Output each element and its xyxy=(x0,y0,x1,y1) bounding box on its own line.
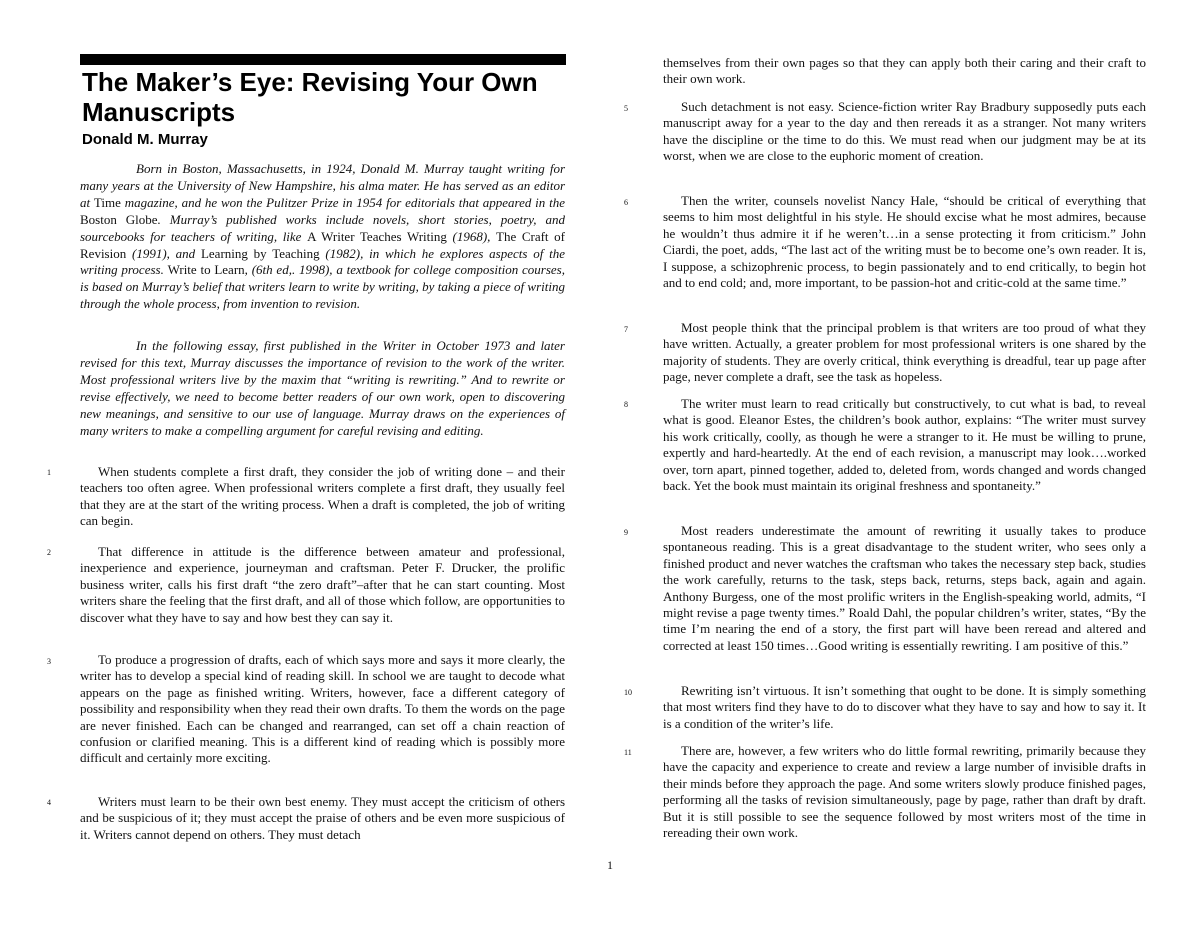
paragraph-number: 5 xyxy=(624,104,628,113)
body-paragraph-continued: themselves from their own pages so that they can apply both their caring and their craft to their own work. xyxy=(663,55,1146,87)
intro-text-segment: (1991), and xyxy=(126,245,201,261)
work-title: Write to Learn xyxy=(167,262,245,278)
intro-paragraph-bio xyxy=(80,161,565,313)
body-paragraph: To produce a progression of drafts, each of which says more and says it more clearly, the writer has to develop a special kind of reading skill. In school we are taught to decode what appears on the page as finished writing. Writers, however, face a different category of possibility and responsibility when they read their own drafts. To them the words on the page are never finished. Each can be changed and rearranged, can set off a chain reaction of confusion or clarified meaning. This is a different kind of reading which is possibly more difficult and certainly more exciting. xyxy=(80,652,565,766)
body-paragraph: That difference in attitude is the difference between amateur and professional, inexperience and experience, journeyman and craftsman. Peter F. Drucker, the prolific business writer, calls his first draft “the zero draft”–after that he can start counting. Most writers share the feeling that the first draft, and all of those which follow, are opportunities to discover what they have to say and how best they can say it. xyxy=(80,544,565,625)
intro-text-segment: Born in Boston, Massachusetts, in 1924, Donald M. Murray taught writing for many years at the University of New Hampshire, his alma mater. He has served as an editor at xyxy=(80,161,565,210)
intro-text-segment: magazine, and he won the Pulitzer Prize in 1954 for editorials that appeared in the xyxy=(120,194,565,210)
paragraph-number: 9 xyxy=(624,528,628,537)
body-paragraph: Rewriting isn’t virtuous. It isn’t something that ought to be done. It is simply something that most writers find they have to do to discover what they have to say and how to say it. It is a condition of the writer’s life. xyxy=(663,683,1146,731)
body-paragraph: Most readers underestimate the amount of rewriting it usually takes to produce spontaneous reading. This is a great disadvantage to the student writer, who sees only a finished product and never watches the craftsman who takes the necessary step back, studies the work carefully, returns to the task, steps back, returns, steps back, again and again. Anthony Burgess, one of the most prolific writers in the English-speaking world, admits, “I might revise a page twenty times.” Roald Dahl, the popular children’s writer, states, “By the time I’m nearing the end of a story, the first part will have been reread and altered and corrected at least 150 times…Good writing is essentially rewriting. I am positive of this.” xyxy=(663,523,1146,653)
work-title: Time xyxy=(93,194,121,210)
intro-text-segment: , (6th ed,. 1998), a textbook for college composition courses, is based on Murray’s belief that writers learn to write by writing, by taking a piece of writing through the whole process, from invention to revision. xyxy=(80,262,565,312)
body-paragraph: Writers must learn to be their own best enemy. They must accept the criticism of others and be suspicious of it; they must accept the praise of others and be even more suspicious of it. Writers cannot depend on others. They must detach xyxy=(80,794,565,842)
paragraph-number: 7 xyxy=(624,325,628,334)
body-paragraph: Such detachment is not easy. Science-fiction writer Ray Bradbury supposedly puts each manuscript away for a year to the day and then rereads it as a stranger. Not many writers have the discipline or the time to do this. We must read when our judgment may be at its worst, when we are close to the euphoric moment of creation. xyxy=(663,99,1146,164)
author-name: Donald M. Murray xyxy=(82,131,208,148)
work-title: Learning by Teaching xyxy=(200,245,320,261)
work-title: A Writer Teaches Writing xyxy=(307,228,447,244)
body-paragraph: Then the writer, counsels novelist Nancy Hale, “should be critical of everything that seems to him most delightful in his style. He should excise what he most admires, because he wouldn’t thus admire it if he weren’t…in a sense protecting it from criticism.” John Ciardi, the poet, adds, “The last act of the writing must be to become one’s own reader. It is, I suppose, a schizophrenic process, to begin passionately and to end critically, to begin hot and to end cold; and, more important, to be passion-hot and critic-cold at the same time.” xyxy=(663,193,1146,291)
page-number: 1 xyxy=(607,858,613,872)
paragraph-number: 6 xyxy=(624,198,628,207)
paragraph-number: 10 xyxy=(624,688,632,697)
intro-text-segment: . Murray’s published works include novels, short stories, poetry, and sourcebooks for teachers of writing, like xyxy=(80,211,565,244)
paragraph-number: 1 xyxy=(47,468,51,477)
work-title: The Craft of Revision xyxy=(80,228,565,261)
intro-paragraph-summary: In the following essay, first published in the Writer in October 1973 and later revised for this text, Murray discusses the importance of revision to the work of the writer. Most professional writers live by the maxim that “writing is rewriting.” And to rewrite or revise effectively, we need to become better readers of our own work, open to discovering new meanings, and sensitive to our use of language. Murray draws on the experiences of many writers to make a compelling argument for careful revising and editing. xyxy=(80,338,565,438)
work-title: Boston Globe xyxy=(80,211,158,227)
paragraph-number: 2 xyxy=(47,548,51,557)
paragraph-number: 3 xyxy=(47,657,51,666)
title-rule xyxy=(80,54,566,65)
body-paragraph: There are, however, a few writers who do little formal rewriting, primarily because they have the capacity and experience to create and review a large number of invisible drafts in their minds before they approach the page. And some writers slowly produce finished pages, performing all the tasks of revision simultaneously, page by page, rather than draft by draft. But it is still possible to see the sequence followed by most writers most of the time in rereading their own work. xyxy=(663,743,1146,841)
paragraph-number: 4 xyxy=(47,798,51,807)
body-paragraph: Most people think that the principal problem is that writers are too proud of what they have written. Actually, a greater problem for most professional writers is one shared by the majority of students. They are overly critical, think everything is dreadful, tear up page after page, never complete a draft, see the task as hopeless. xyxy=(663,320,1146,385)
intro-text-segment: (1982), in which he explores aspects of the writing process. xyxy=(80,245,565,278)
paragraph-number: 11 xyxy=(624,748,632,757)
document-title: The Maker’s Eye: Revising Your Own Manuscripts xyxy=(82,67,538,127)
intro-text-segment: (1968), xyxy=(446,228,497,244)
body-paragraph: The writer must learn to read critically but constructively, to cut what is bad, to reveal what is good. Eleanor Estes, the children’s book author, explains: “The writer must survey his work critically, coolly, as though he were a stranger to it. He must be willing to prune, expertly and hard-heartedly. At the end of each revision, a manuscript may look….worked over, torn apart, pinned together, added to, deleted from, words changed and words changed back. Yet the book must maintain its original freshness and spontaneity.” xyxy=(663,396,1146,494)
body-paragraph: When students complete a first draft, they consider the job of writing done – and their teachers too often agree. When professional writers complete a first draft, they usually feel that they are at the start of the writing process. When a draft is completed, the job of writing can begin. xyxy=(80,464,565,529)
paragraph-number: 8 xyxy=(624,400,628,409)
